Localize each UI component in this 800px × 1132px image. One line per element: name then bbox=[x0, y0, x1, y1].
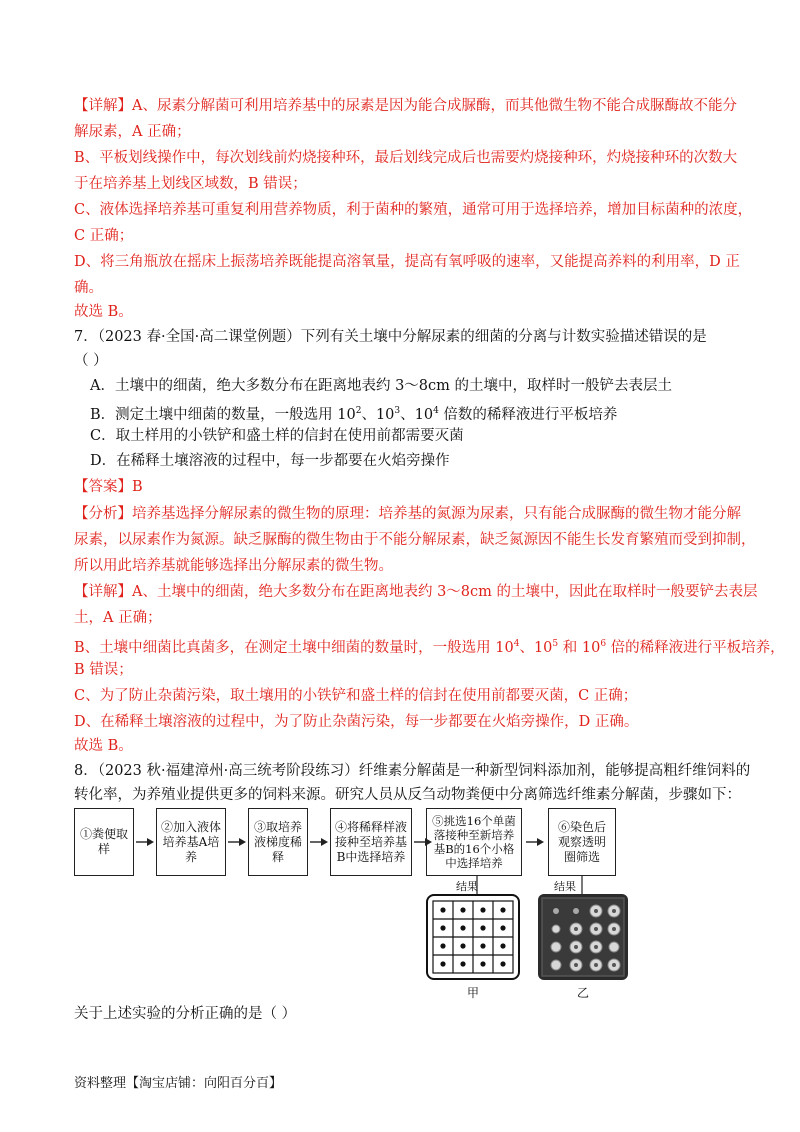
q6-detail-line-1: 【详解】A、尿素分解菌可利用培养基中的尿素是因为能合成脲酶，而其他微生物不能合成脲酶故不能分 bbox=[74, 98, 737, 114]
q7-detail-line-4: B 错误； bbox=[74, 662, 133, 678]
q6-detail-line-2: 解尿素，A 正确； bbox=[74, 124, 191, 140]
q6-detail-line-8: 确。 bbox=[74, 280, 103, 296]
step-2-box: ②加入液体培养基A培养 bbox=[156, 808, 226, 876]
q6-detail-line-7: D、将三角瓶放在摇床上振荡培养既能提高溶氧量，提高有氧呼吸的速率，又能提高养料的利用率，D 正 bbox=[74, 254, 740, 270]
q8-question: 关于上述实验的分析正确的是（ ） bbox=[74, 1006, 297, 1022]
page-footer: 资料整理【淘宝店铺：向阳百分百】 bbox=[74, 1076, 283, 1091]
q6-detail-line-4: 于在培养基上划线区域数，B 错误； bbox=[74, 176, 307, 192]
q7-option-d: D．在稀释土壤溶液的过程中，每一步都要在火焰旁操作 bbox=[90, 453, 450, 469]
q7-detail-line-6: D、在稀释土壤溶液的过程中，为了防止杂菌污染，每一步都要在火焰旁操作，D 正确。 bbox=[74, 714, 639, 730]
q7-detail-line-1: 【详解】A、土壤中的细菌，绝大多数分布在距离地表约 3～8cm 的土壤中，因此在取样时一般要铲去表层 bbox=[74, 584, 758, 600]
q7-answer: 【答案】B bbox=[74, 479, 143, 495]
q6-detail-line-3: B、平板划线操作中，每次划线前灼烧接种环，最后划线完成后也需要灼烧接种环，灼烧接种环的次数大 bbox=[74, 150, 738, 166]
result-label-a: 结果 bbox=[456, 880, 478, 893]
q8-stem-line-1: 8．（2023 秋·福建漳州·高三统考阶段练习）纤维素分解菌是一种新型饲料添加剂，能够提高粗纤维饲料的 bbox=[74, 763, 751, 779]
q6-conclusion: 故选 B。 bbox=[74, 304, 133, 320]
petri-grid-a bbox=[426, 894, 520, 980]
q7-detail-line-3: B、土壤中细菌比真菌多，在测定土壤中细菌的数量时，一般选用 $10^4$、$10^5$ 和 $10^6$ 倍的稀释液进行平板培养， bbox=[74, 639, 785, 656]
q7-stem: 7．（2023 春·全国·高二课堂例题）下列有关土壤中分解尿素的细菌的分离与计数实验描述错误的是 bbox=[74, 329, 707, 345]
q7-analysis-line-2: 尿素，以尿素作为氮源。缺乏脲酶的微生物由于不能分解尿素，缺乏氮源因不能生长发育繁殖而受到抑制， bbox=[74, 532, 756, 548]
step-4-box: ④将稀释样液接种至培养基B中选择培养 bbox=[330, 808, 412, 876]
step-3-box: ③取培养液梯度稀释 bbox=[248, 808, 308, 876]
step-1-box: ①粪便取样 bbox=[74, 808, 134, 876]
q8-stem-line-2: 转化率，为养殖业提供更多的饲料来源。研究人员从反刍动物粪便中分离筛选纤维素分解菌，步骤如下： bbox=[74, 787, 741, 803]
figure-label-b: 乙 bbox=[577, 986, 590, 1000]
q6-detail-line-5: C、液体选择培养基可重复利用营养物质，利于菌种的繁殖，通常可用于选择培养，增加目标菌种的浓度， bbox=[74, 202, 753, 218]
q7-answer-paren: （ ） bbox=[74, 353, 108, 369]
arrow-icon bbox=[228, 836, 246, 848]
step-6-box: ⑥染色后观察透明圈筛选 bbox=[548, 808, 616, 876]
arrow-icon bbox=[526, 836, 544, 848]
petri-stained-b bbox=[538, 894, 628, 980]
figure-label-a: 甲 bbox=[467, 986, 480, 1000]
result-label-b: 结果 bbox=[554, 880, 576, 893]
q7-option-a: A．土壤中的细菌，绝大多数分布在距离地表约 3～8cm 的土壤中，取样时一般铲去表层土 bbox=[90, 378, 673, 394]
arrow-icon bbox=[136, 836, 154, 848]
arrow-icon bbox=[310, 836, 328, 848]
down-arrow-icon bbox=[577, 876, 587, 894]
q7-analysis-line-3: 所以用此培养基就能够选择出分解尿素的微生物。 bbox=[74, 558, 393, 574]
q6-detail-line-6: C 正确； bbox=[74, 228, 134, 244]
q7-detail-line-5: C、为了防止杂菌污染，取土壤用的小铁铲和盛土样的信封在使用前都要灭菌，C 正确； bbox=[74, 688, 638, 704]
q7-option-c: C．取土样用的小铁铲和盛土样的信封在使用前都需要灭菌 bbox=[90, 428, 464, 444]
q7-option-b: B．测定土壤中细菌的数量，一般选用 $10^2$、$10^3$、$10^4$ 倍数的稀释液进行平板培养 bbox=[90, 406, 618, 423]
q7-detail-line-2: 土，A 正确； bbox=[74, 610, 162, 626]
colony-grid-a bbox=[428, 896, 518, 978]
procedure-flowchart bbox=[74, 808, 734, 1000]
q7-analysis-line-1: 【分析】培养基选择分解尿素的微生物的原理：培养基的氮源为尿素，只有能合成脲酶的微生物才能分解 bbox=[74, 506, 741, 522]
q7-conclusion: 故选 B。 bbox=[74, 738, 133, 754]
clearing-zones-b bbox=[538, 894, 628, 980]
step-5-box: ⑤挑选16个单菌落接种至新培养基B的16个小格中选择培养 bbox=[426, 808, 522, 876]
